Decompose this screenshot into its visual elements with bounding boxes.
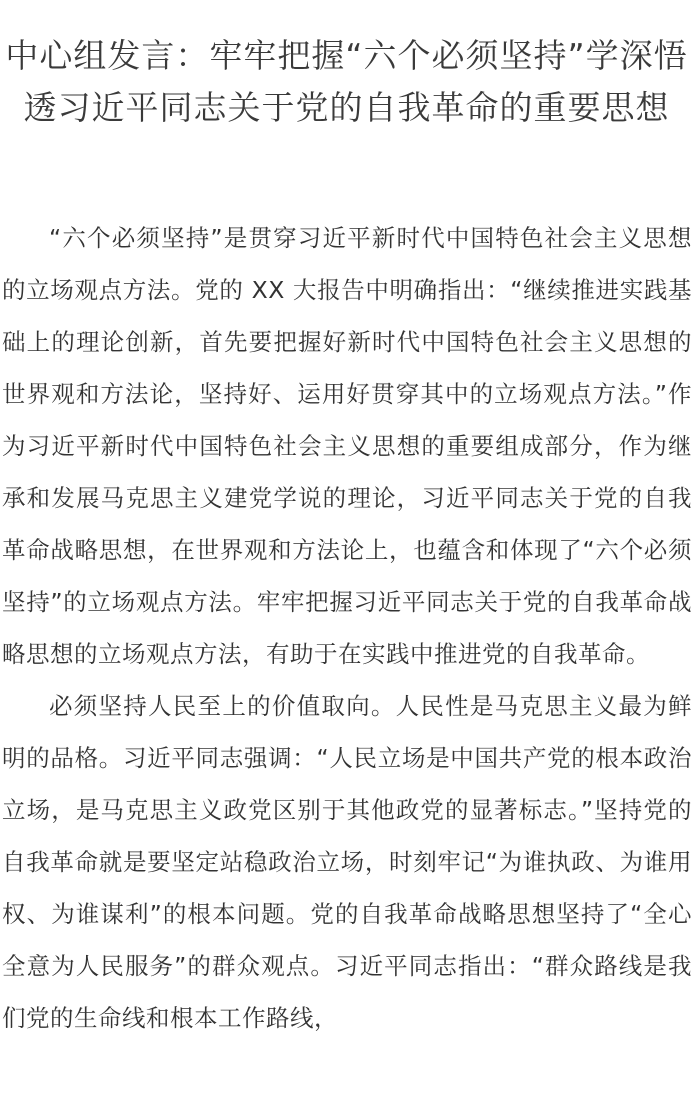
article-title: 中心组发言：牢牢把握“六个必须坚持”学深悟透习近平同志关于党的自我革命的重要思想 bbox=[5, 36, 688, 127]
paragraph-people-first: 必须坚持人民至上的价值取向。人民性是马克思主义最为鲜明的品格。习近平同志强调：“人民立场是中国共产党的根本政治立场，是马克思主义政党区别于其他政党的显著标志。”坚持党的自我革命就是要坚定站稳政治立场，时刻牢记“为谁执政、为谁用权、为谁谋利”的根本问题。党的自我革命战略思想坚持了“全心全意为人民服务”的群众观点。习近平同志指出：“群众路线是我们党的生命线和根本工作路线， bbox=[2, 692, 692, 1032]
article-body bbox=[2, 212, 692, 1044]
paragraph-intro: “六个必须坚持”是贯穿习近平新时代中国特色社会主义思想的立场观点方法。党的 XX 大报告中明确指出：“继续推进实践基础上的理论创新，首先要把握好新时代中国特色社会主义思想的世界观和方法论，坚持好、运用好贯穿其中的立场观点方法。”作为习近平新时代中国特色社会主义思想的重要组成部分，作为继承和发展马克思主义建党学说的理论，习近平同志关于党的自我革命战略思想，在世界观和方法论上，也蕴含和体现了“六个必须坚持”的立场观点方法。牢牢把握习近平同志关于党的自我革命战略思想的立场观点方法，有助于在实践中推进党的自我革命。 bbox=[2, 224, 692, 668]
